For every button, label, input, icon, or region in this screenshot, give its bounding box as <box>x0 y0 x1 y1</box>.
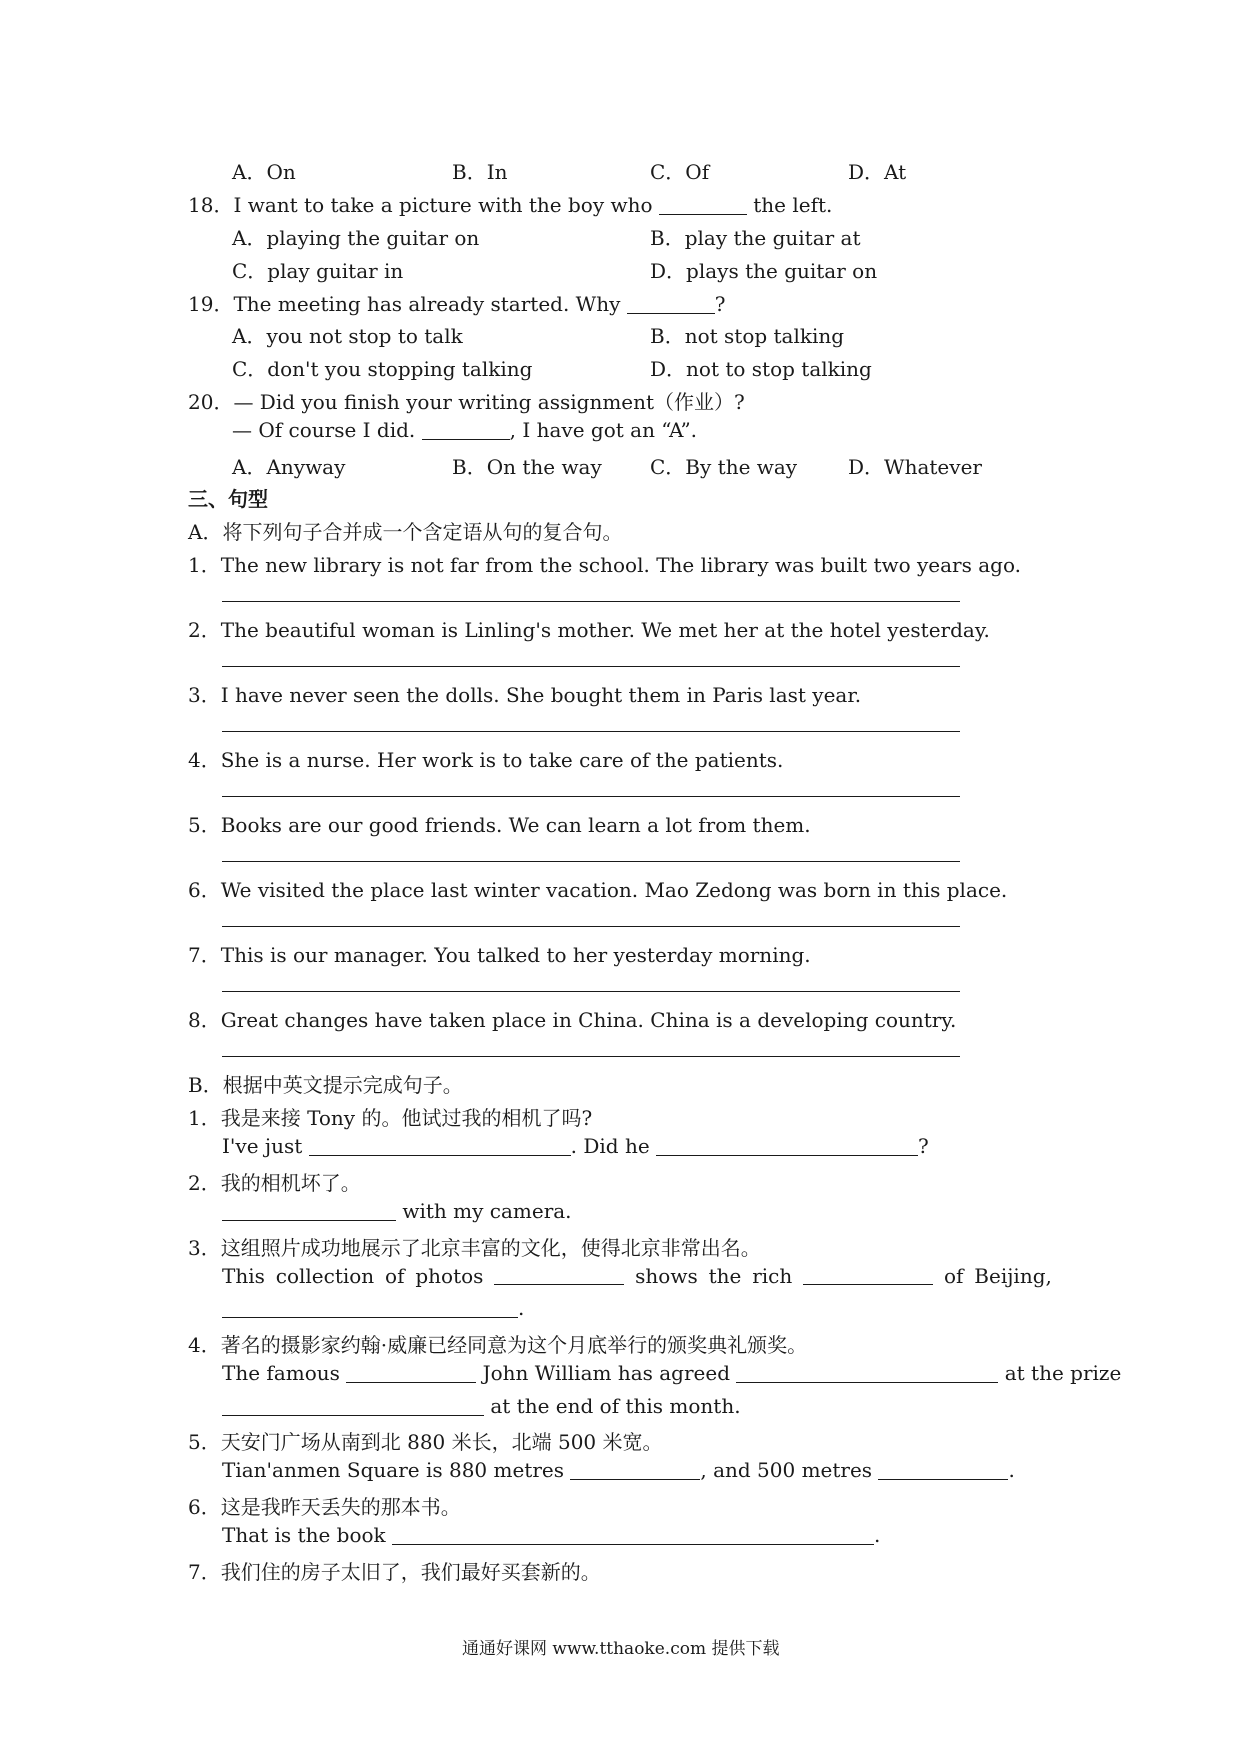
b1-blank-1 <box>309 1135 571 1156</box>
q18-option-b: B．play the guitar at <box>650 226 861 250</box>
q19-blank <box>627 293 715 314</box>
q19-stem-after: ? <box>714 292 726 316</box>
answer-line-1 <box>222 601 960 602</box>
answer-line-4 <box>222 796 960 797</box>
b5-blank-2 <box>878 1459 1008 1480</box>
q18-stem-after: the left. <box>753 193 833 217</box>
q20-option-d: D．Whatever <box>848 455 982 479</box>
q18-option-a: A．playing the guitar on <box>232 226 480 250</box>
answer-line-7 <box>222 991 960 992</box>
b3-blank-2 <box>803 1264 933 1285</box>
part-b-item-3-en-cont: . <box>222 1296 524 1320</box>
q17-option-c: C．Of <box>650 160 710 184</box>
q19-number: 19． <box>188 292 234 316</box>
part-a-item-6: 6．We visited the place last winter vacation. Mao Zedong was born in this place. <box>188 878 1008 902</box>
part-a-item-5: 5．Books are our good friends. We can learn a lot from them. <box>188 813 811 837</box>
part-b-item-4-en: The famous John William has agreed at the prize <box>222 1361 1122 1385</box>
q18-option-d: D．plays the guitar on <box>650 259 878 283</box>
part-b-item-1-cn: 1．我是来接 Tony 的。他试过我的相机了吗? <box>188 1106 593 1130</box>
b6-blank <box>392 1524 874 1545</box>
q20-number: 20． <box>188 390 234 414</box>
part-b-item-4-cn: 4．著名的摄影家约翰·威廉已经同意为这个月底举行的颁奖典礼颁奖。 <box>188 1333 808 1357</box>
q18-number: 18． <box>188 193 234 217</box>
q20-option-c: C．By the way <box>650 455 798 479</box>
q19-option-d: D．not to stop talking <box>650 357 872 381</box>
q20-option-a: A．Anyway <box>232 455 346 479</box>
part-b-item-7-cn: 7．我们住的房子太旧了，我们最好买套新的。 <box>188 1560 601 1584</box>
b2-blank <box>222 1200 396 1221</box>
q20-line2-before: — Of course I did. <box>232 418 416 442</box>
part-a-item-7: 7．This is our manager. You talked to her yesterday morning. <box>188 943 811 967</box>
page-footer: 通通好课网 www.tthaoke.com 提供下载 <box>462 1639 780 1659</box>
part-b-item-5-cn: 5．天安门广场从南到北 880 米长，北端 500 米宽。 <box>188 1430 663 1454</box>
part-b-title: B．根据中英文提示完成句子。 <box>188 1073 463 1097</box>
q18-option-c: C．play guitar in <box>232 259 404 283</box>
q19-stem <box>188 288 726 317</box>
q19-option-a: A．you not stop to talk <box>232 324 463 348</box>
part-b-item-4-en-cont: at the end of this month. <box>222 1394 741 1418</box>
part-a-item-4: 4．She is a nurse. Her work is to take care of the patients. <box>188 748 784 772</box>
q20-line1 <box>188 386 745 415</box>
section-heading: 三、句型 <box>188 487 268 511</box>
q19-option-c: C．don't you stopping talking <box>232 357 533 381</box>
part-a-item-8: 8．Great changes have taken place in China. China is a developing country. <box>188 1008 957 1032</box>
b4-blank-2 <box>736 1362 998 1383</box>
q20-line2-after: , I have got an “A”. <box>509 418 698 442</box>
part-a-title: A．将下列句子合并成一个含定语从句的复合句。 <box>188 520 623 544</box>
q20-option-b: B．On the way <box>452 455 602 479</box>
part-a-item-3: 3．I have never seen the dolls. She bought them in Paris last year. <box>188 683 862 707</box>
q19-option-b: B．not stop talking <box>650 324 845 348</box>
part-b-item-2-cn: 2．我的相机坏了。 <box>188 1171 361 1195</box>
b4-blank-3 <box>222 1395 484 1416</box>
q20-line2 <box>232 418 697 442</box>
q18-blank <box>659 194 747 215</box>
answer-line-5 <box>222 861 960 862</box>
b5-blank-1 <box>570 1459 700 1480</box>
q20-line1-text: — Did you finish your writing assignment（作业）? <box>233 390 745 414</box>
answer-line-3 <box>222 731 960 732</box>
part-b-item-3-en: This collection of photos shows the rich of Beijing, <box>222 1264 1052 1288</box>
part-a-item-2: 2．The beautiful woman is Linling's mother. We met her at the hotel yesterday. <box>188 618 990 642</box>
b4-blank-1 <box>346 1362 476 1383</box>
q17-option-b: B．In <box>452 160 508 184</box>
q18-stem-before: I want to take a picture with the boy who <box>233 193 653 217</box>
q18-stem <box>188 189 832 218</box>
part-b-item-6-en: That is the book . <box>222 1523 881 1547</box>
b3-blank-3 <box>222 1297 518 1318</box>
part-b-item-6-cn: 6．这是我昨天丢失的那本书。 <box>188 1495 461 1519</box>
part-b-item-5-en: Tian'anmen Square is 880 metres , and 500 metres . <box>222 1458 1015 1482</box>
answer-line-2 <box>222 666 960 667</box>
answer-line-8 <box>222 1056 960 1057</box>
part-a-item-1: 1．The new library is not far from the school. The library was built two years ago. <box>188 553 1022 577</box>
b3-blank-1 <box>494 1264 624 1285</box>
b1-blank-2 <box>656 1135 918 1156</box>
q17-option-a: A．On <box>232 160 296 184</box>
part-b-item-3-cn: 3．这组照片成功地展示了北京丰富的文化，使得北京非常出名。 <box>188 1236 761 1260</box>
part-b-item-1-en: I've just . Did he ? <box>222 1134 929 1158</box>
q19-stem-before: The meeting has already started. Why <box>233 292 621 316</box>
part-b-item-2-en: with my camera. <box>222 1199 572 1223</box>
q17-option-d: D．At <box>848 160 907 184</box>
answer-line-6 <box>222 926 960 927</box>
q20-blank <box>422 419 510 440</box>
